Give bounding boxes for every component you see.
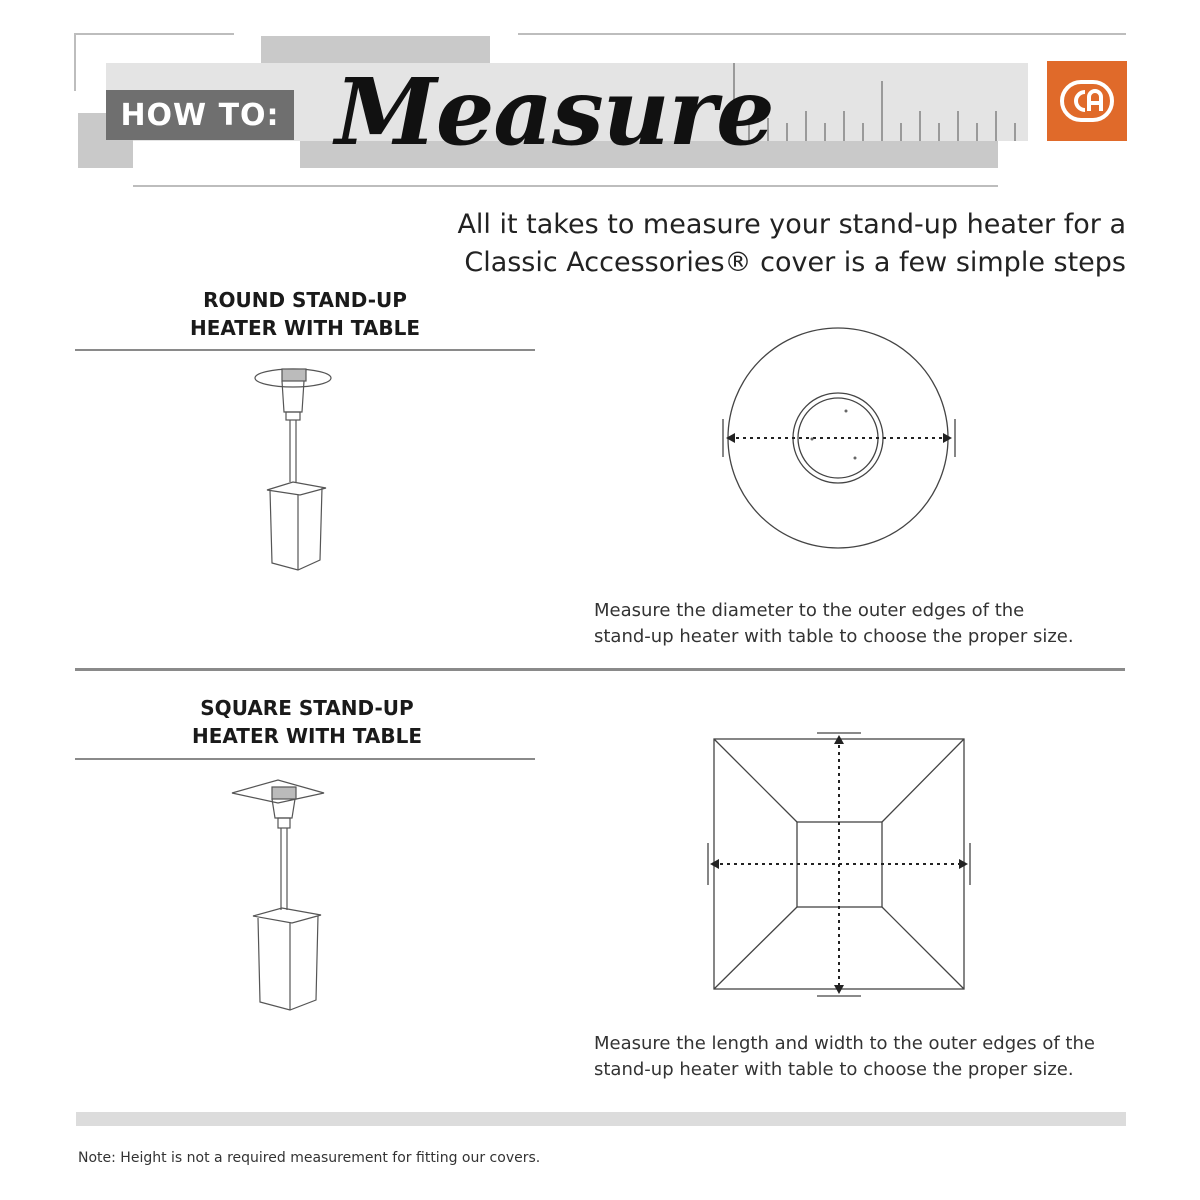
intro-line-1: All it takes to measure your stand-up heater for a: [457, 209, 1126, 240]
round-section-title: [145, 286, 465, 342]
square-title-line-2: HEATER WITH TABLE: [191, 724, 423, 748]
round-title-divider: [75, 349, 535, 351]
header-frame-top-right: [518, 33, 1126, 35]
classic-accessories-logo-icon: [1059, 79, 1115, 123]
round-title-line-2: HEATER WITH TABLE: [189, 316, 421, 340]
square-caption-line-2: stand-up heater with table to choose the proper size.: [594, 1059, 1074, 1080]
intro-line-2: Classic Accessories® cover is a few simple steps: [464, 247, 1126, 278]
square-title-divider: [75, 758, 535, 760]
round-title-line-1: ROUND STAND-UP: [203, 288, 407, 312]
round-caption-line-1: Measure the diameter to the outer edges of the: [594, 600, 1025, 621]
header-frame-top-left: [74, 33, 234, 35]
round-top-view-diagram: [715, 325, 975, 555]
section-divider: [75, 668, 1125, 671]
square-caption: [594, 1031, 1134, 1083]
howto-label: HOW TO:: [106, 90, 294, 140]
square-caption-line-1: Measure the length and width to the outer edges of the: [594, 1033, 1095, 1054]
square-heater-illustration: [228, 770, 358, 1010]
footer-note: Note: Height is not a required measurement for fitting our covers.: [78, 1150, 541, 1166]
ruler-graphic: [733, 63, 1028, 141]
page-title: Measure: [335, 58, 774, 166]
square-top-view-diagram: [700, 725, 980, 1005]
square-title-line-1: SQUARE STAND-UP: [200, 696, 414, 720]
brand-logo: [1047, 61, 1127, 141]
round-caption-line-2: stand-up heater with table to choose the proper size.: [594, 626, 1074, 647]
header-frame-left: [74, 33, 76, 91]
round-heater-illustration: [240, 360, 350, 575]
intro-text: [400, 206, 1126, 282]
header-frame-bottom: [133, 185, 998, 187]
round-caption: [594, 598, 1134, 650]
square-section-title: [147, 694, 467, 750]
footer-bar: [76, 1112, 1126, 1126]
